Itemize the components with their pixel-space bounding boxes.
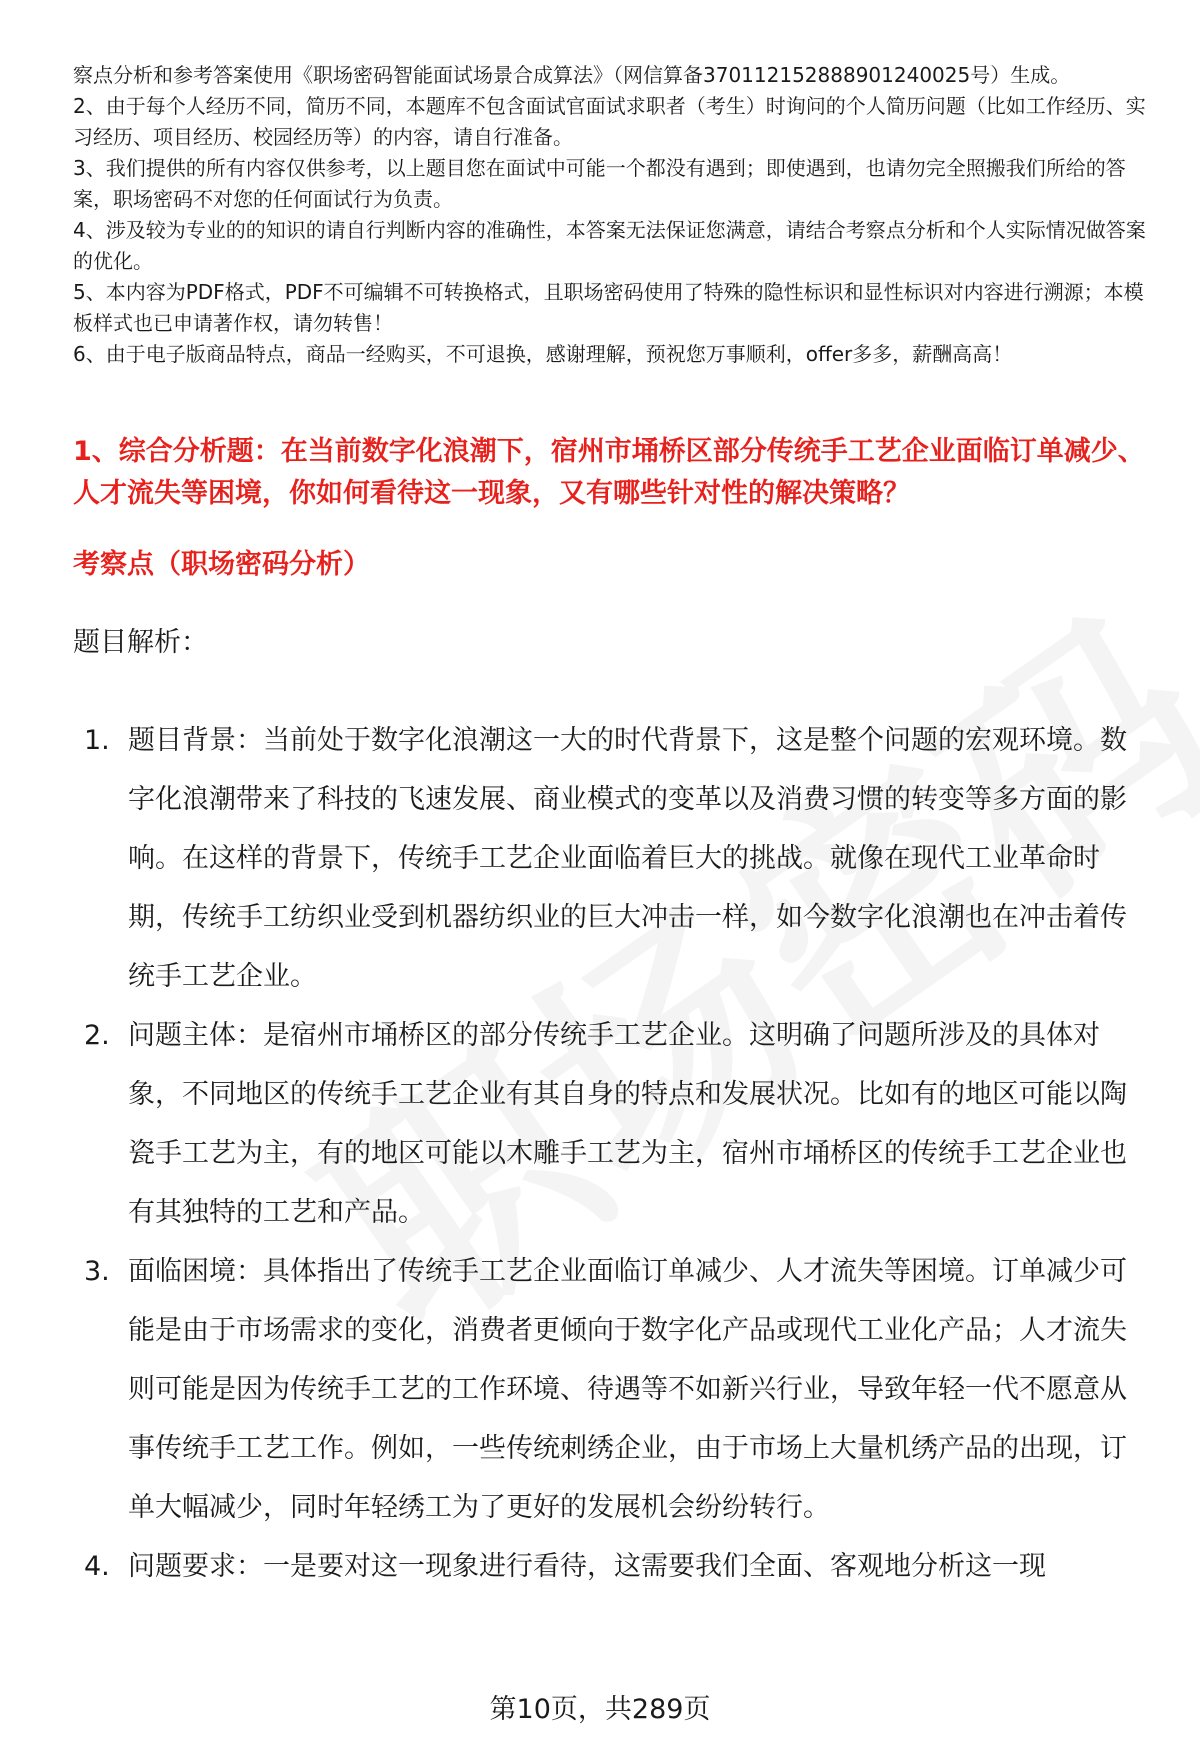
list-text: 问题要求：一是要对这一现象进行看待，这需要我们全面、客观地分析这一现	[128, 1551, 1046, 1582]
note-line: 2、由于每个人经历不同，简历不同，本题库不包含面试官面试求职者（考生）时询问的个人简历问题（比如工作经历、实习经历、项目经历、校园经历等）的内容，请自行准备。	[73, 94, 1146, 149]
analysis-subheading: 题目解析：	[73, 627, 208, 658]
list-item	[73, 711, 1153, 1006]
analysis-list	[73, 711, 1153, 1596]
note-line: 6、由于电子版商品特点，商品一经购买，不可退换，感谢理解，预祝您万事顺利，offer多多，薪酬高高！	[73, 342, 1013, 366]
list-item	[73, 1242, 1153, 1537]
page-footer: 第10页，共289页	[489, 1694, 711, 1725]
note-line: 4、涉及较为专业的的知识的请自行判断内容的准确性，本答案无法保证您满意，请结合考察点分析和个人实际情况做答案的优化。	[73, 218, 1146, 273]
list-number: 2.	[84, 1020, 110, 1051]
disclaimer-notes	[73, 60, 1163, 370]
question-title: 1、综合分析题：在当前数字化浪潮下，宿州市埇桥区部分传统手工艺企业面临订单减少、人才流失等困境，你如何看待这一现象，又有哪些针对性的解决策略？	[73, 436, 1145, 509]
list-text: 题目背景：当前处于数字化浪潮这一大的时代背景下，这是整个问题的宏观环境。数字化浪潮带来了科技的飞速发展、商业模式的变革以及消费习惯的转变等多方面的影响。在这样的背景下，传统手工艺企业面临着巨大的挑战。就像在现代工业革命时期，传统手工纺织业受到机器纺织业的巨大冲击一样，如今数字化浪潮也在冲击着传统手工艺企业。	[128, 725, 1127, 992]
list-item	[73, 1006, 1153, 1242]
note-line: 3、我们提供的所有内容仅供参考，以上题目您在面试中可能一个都没有遇到；即使遇到，也请勿完全照搬我们所给的答案，职场密码不对您的任何面试行为负责。	[73, 156, 1126, 211]
list-number: 3.	[84, 1256, 110, 1287]
list-number: 1.	[84, 725, 110, 756]
list-item	[73, 1537, 1153, 1596]
note-line: 察点分析和参考答案使用《职场密码智能面试场景合成算法》（网信算备370112152888901240025号）生成。	[73, 63, 1071, 87]
list-text: 面临困境：具体指出了传统手工艺企业面临订单减少、人才流失等困境。订单减少可能是由于市场需求的变化，消费者更倾向于数字化产品或现代工业化产品；人才流失则可能是因为传统手工艺的工作环境、待遇等不如新兴行业，导致年轻一代不愿意从事传统手工艺工作。例如，一些传统刺绣企业，由于市场上大量机绣产品的出现，订单大幅减少，同时年轻绣工为了更好的发展机会纷纷转行。	[128, 1256, 1127, 1523]
list-text: 问题主体：是宿州市埇桥区的部分传统手工艺企业。这明确了问题所涉及的具体对象，不同地区的传统手工艺企业有其自身的特点和发展状况。比如有的地区可能以陶瓷手工艺为主，有的地区可能以木雕手工艺为主，宿州市埇桥区的传统手工艺企业也有其独特的工艺和产品。	[128, 1020, 1127, 1228]
list-number: 4.	[84, 1551, 110, 1582]
note-line: 5、本内容为PDF格式，PDF不可编辑不可转换格式，且职场密码使用了特殊的隐性标识和显性标识对内容进行溯源；本模板样式也已申请著作权，请勿转售！	[73, 280, 1144, 335]
section-heading: 考察点（职场密码分析）	[73, 549, 370, 580]
